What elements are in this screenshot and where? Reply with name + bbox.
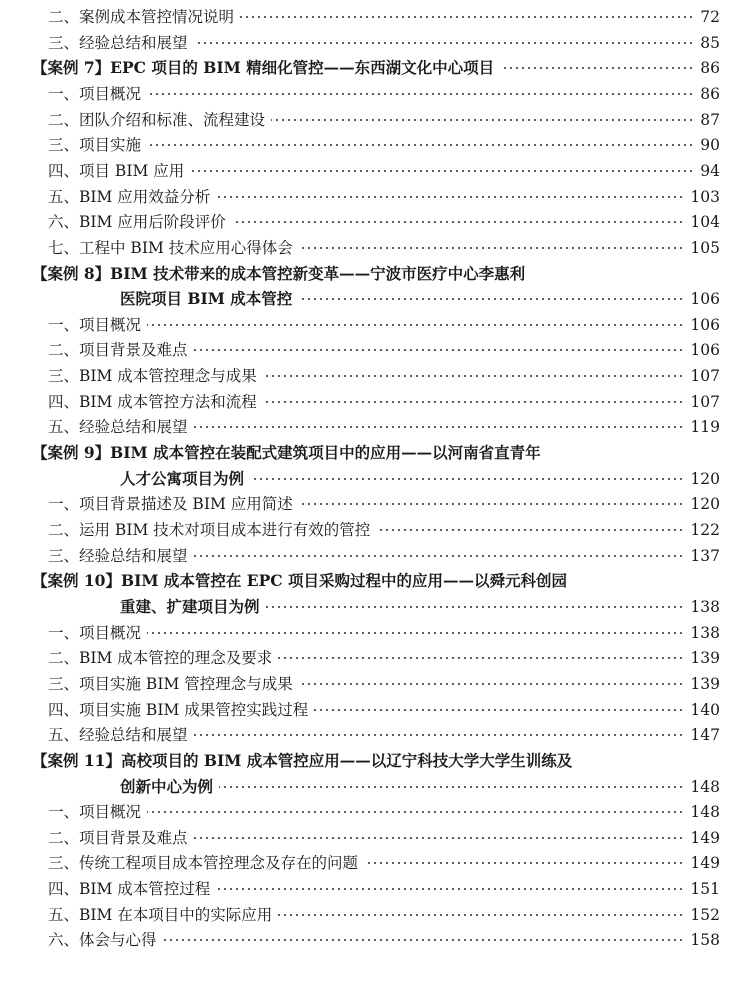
toc-entry: [0, 722, 750, 748]
toc-entry-title: 创新中心为例: [120, 776, 214, 796]
toc-leader-dots: [147, 320, 684, 330]
toc-page-number: 104: [690, 213, 720, 232]
toc-case-heading: [0, 440, 750, 466]
toc-page-number: 122: [690, 521, 720, 539]
toc-entry-title: 二、项目背景及难点: [48, 341, 188, 360]
toc-entry-title: 四、BIM 成本管控方法和流程: [48, 392, 257, 411]
toc-leader-dots: [240, 12, 694, 22]
toc-page-number: 119: [690, 418, 720, 437]
toc-leader-dots: [299, 243, 684, 253]
toc-entry: [0, 81, 750, 107]
toc-entry: [0, 132, 750, 158]
toc-leader-dots: [278, 653, 684, 663]
toc-entry-title: 二、团队介绍和标准、流程建设: [48, 110, 266, 129]
toc-entry: [0, 184, 750, 210]
toc-entry-title: 一、项目概况: [48, 315, 142, 334]
toc-entry: [0, 876, 750, 902]
toc-entry-title: 三、传统工程项目成本管控理念及存在的问题: [48, 854, 359, 873]
toc-entry-title: 四、BIM 成本管控过程: [48, 880, 211, 899]
toc-page-number: 107: [690, 367, 720, 386]
toc-leader-dots: [376, 525, 684, 535]
toc-page-number: 140: [690, 700, 720, 719]
toc-page-number: 107: [690, 392, 720, 411]
toc-entry: [0, 902, 750, 928]
toc-entry-title: 三、项目实施: [48, 136, 142, 155]
toc-case-heading-continued: [0, 774, 750, 800]
toc-leader-dots: [278, 910, 684, 920]
toc-entry-title: 三、经验总结和展望: [48, 33, 188, 52]
toc-entry: [0, 389, 750, 415]
toc-page-number: 120: [690, 469, 720, 488]
toc-case-heading-continued: [0, 594, 750, 620]
toc-page-number: 106: [690, 290, 720, 309]
toc-entry: [0, 158, 750, 184]
toc-leader-dots: [190, 166, 694, 176]
toc-leader-dots: [194, 422, 684, 432]
toc-entry: [0, 850, 750, 876]
toc-page-number: 106: [690, 341, 720, 360]
toc-entry: [0, 235, 750, 261]
toc-page-number: 86: [700, 84, 720, 103]
toc-entry-title: 二、BIM 成本管控的理念及要求: [48, 649, 273, 668]
toc-entry: [0, 337, 750, 363]
toc-page-number: 120: [690, 495, 720, 514]
toc-page-number: 139: [690, 674, 720, 693]
toc-case-heading: [0, 748, 750, 774]
toc-entry: [0, 543, 750, 569]
toc-entry-title: 五、BIM 应用效益分析: [48, 187, 211, 206]
toc-entry: [0, 491, 750, 517]
toc-entry: [0, 107, 750, 133]
toc-leader-dots: [263, 371, 684, 381]
toc-entry-title: 三、项目实施 BIM 管控理念与成果: [48, 674, 293, 693]
toc-entry: [0, 645, 750, 671]
toc-page-number: 105: [690, 238, 720, 257]
toc-leader-dots: [364, 858, 684, 868]
toc-entry: [0, 927, 750, 953]
toc-page-number: 86: [700, 59, 720, 78]
toc-entry-title: 一、项目背景描述及 BIM 应用简述: [48, 495, 293, 514]
toc-page-number: 103: [690, 187, 720, 206]
toc-leader-dots: [298, 294, 684, 304]
toc-page-number: 85: [700, 33, 720, 52]
toc-entry: [0, 312, 750, 338]
toc-page-number: 149: [690, 828, 720, 847]
toc-leader-dots: [219, 782, 684, 792]
toc-entry: [0, 4, 750, 30]
toc-leader-dots: [250, 474, 684, 484]
toc-leader-dots: [271, 115, 694, 125]
toc-entry: [0, 517, 750, 543]
toc-leader-dots: [216, 192, 684, 202]
toc-entry-title: 七、工程中 BIM 技术应用心得体会: [48, 238, 293, 257]
toc-case-heading-continued: [0, 286, 750, 312]
toc-entry-title: 【案例 11】高校项目的 BIM 成本管控应用——以辽宁科技大学大学生训练及: [32, 750, 573, 770]
toc-entry-title: 五、经验总结和展望: [48, 418, 188, 437]
toc-case-heading: [0, 568, 750, 594]
toc-entry: [0, 697, 750, 723]
toc-page-number: 87: [700, 110, 720, 129]
toc-leader-dots: [147, 628, 684, 638]
toc-case-heading: [0, 55, 750, 81]
toc-leader-dots: [232, 217, 684, 227]
toc-leader-dots: [194, 730, 684, 740]
toc-page-number: 138: [690, 597, 720, 616]
toc-case-heading-continued: [0, 466, 750, 492]
toc-leader-dots: [163, 935, 684, 945]
toc-leader-dots: [194, 38, 694, 48]
toc-entry-title: 五、BIM 在本项目中的实际应用: [48, 905, 273, 924]
toc-entry-title: 【案例 9】BIM 成本管控在装配式建筑项目中的应用——以河南省直青年: [32, 443, 541, 463]
toc-page-number: 148: [690, 803, 720, 822]
toc-entry-title: 三、经验总结和展望: [48, 546, 188, 565]
toc-entry: [0, 363, 750, 389]
toc-page-number: 90: [700, 136, 720, 155]
toc-leader-dots: [194, 833, 684, 843]
toc-entry-title: 六、BIM 应用后阶段评价: [48, 213, 226, 232]
toc-page-number: 151: [690, 880, 720, 899]
toc-entry-title: 四、项目 BIM 应用: [48, 161, 185, 180]
toc-leader-dots: [194, 345, 684, 355]
toc-entry-title: 六、体会与心得: [48, 931, 157, 950]
toc-entry: [0, 30, 750, 56]
toc-leader-dots: [147, 140, 694, 150]
toc-entry: [0, 209, 750, 235]
toc-page-number: 138: [690, 623, 720, 642]
toc-entry-title: 三、BIM 成本管控理念与成果: [48, 367, 257, 386]
toc-entry: [0, 671, 750, 697]
toc-leader-dots: [299, 499, 684, 509]
toc-entry: [0, 799, 750, 825]
toc-page-number: 137: [690, 546, 720, 565]
toc-entry-title: 二、运用 BIM 技术对项目成本进行有效的管控: [48, 521, 371, 539]
toc-entry-title: 医院项目 BIM 成本管控: [120, 289, 293, 309]
toc-leader-dots: [147, 89, 694, 99]
toc-entry-title: 二、项目背景及难点: [48, 828, 188, 847]
toc-leader-dots: [194, 551, 684, 561]
toc-entry-title: 一、项目概况: [48, 803, 142, 822]
toc-page-number: 152: [690, 905, 720, 924]
toc-page-number: 94: [700, 161, 720, 180]
toc-entry-title: 【案例 8】BIM 技术带来的成本管控新变革——宁波市医疗中心李惠利: [32, 263, 526, 283]
toc-entry-title: 二、案例成本管控情况说明: [48, 8, 235, 26]
toc-leader-dots: [500, 63, 694, 73]
toc-entry: [0, 414, 750, 440]
toc-entry-title: 【案例 7】EPC 项目的 BIM 精细化管控——东西湖文化中心项目: [32, 58, 495, 78]
toc-page-number: 72: [700, 8, 720, 26]
toc-leader-dots: [299, 679, 684, 689]
toc-entry: [0, 620, 750, 646]
toc-entry-title: 人才公寓项目为例: [120, 468, 245, 488]
toc-page-number: 158: [690, 931, 720, 950]
toc-leader-dots: [216, 884, 684, 894]
toc-page-number: 148: [690, 777, 720, 796]
toc-entry-title: 【案例 10】BIM 成本管控在 EPC 项目采购过程中的应用——以舜元科创园: [32, 571, 567, 591]
toc-entry-title: 重建、扩建项目为例: [120, 596, 260, 616]
toc-entry-title: 四、项目实施 BIM 成果管控实践过程: [48, 700, 309, 719]
toc-page-number: 106: [690, 315, 720, 334]
toc-page-number: 139: [690, 649, 720, 668]
toc-leader-dots: [263, 397, 684, 407]
toc-entry-title: 五、经验总结和展望: [48, 726, 188, 745]
toc-entry: [0, 825, 750, 851]
toc-entry-title: 一、项目概况: [48, 84, 142, 103]
toc-leader-dots: [314, 705, 684, 715]
toc-entry-title: 一、项目概况: [48, 623, 142, 642]
toc-leader-dots: [266, 602, 684, 612]
toc-page-number: 147: [690, 726, 720, 745]
toc-case-heading: [0, 261, 750, 287]
toc-leader-dots: [147, 807, 684, 817]
toc-page-number: 149: [690, 854, 720, 873]
